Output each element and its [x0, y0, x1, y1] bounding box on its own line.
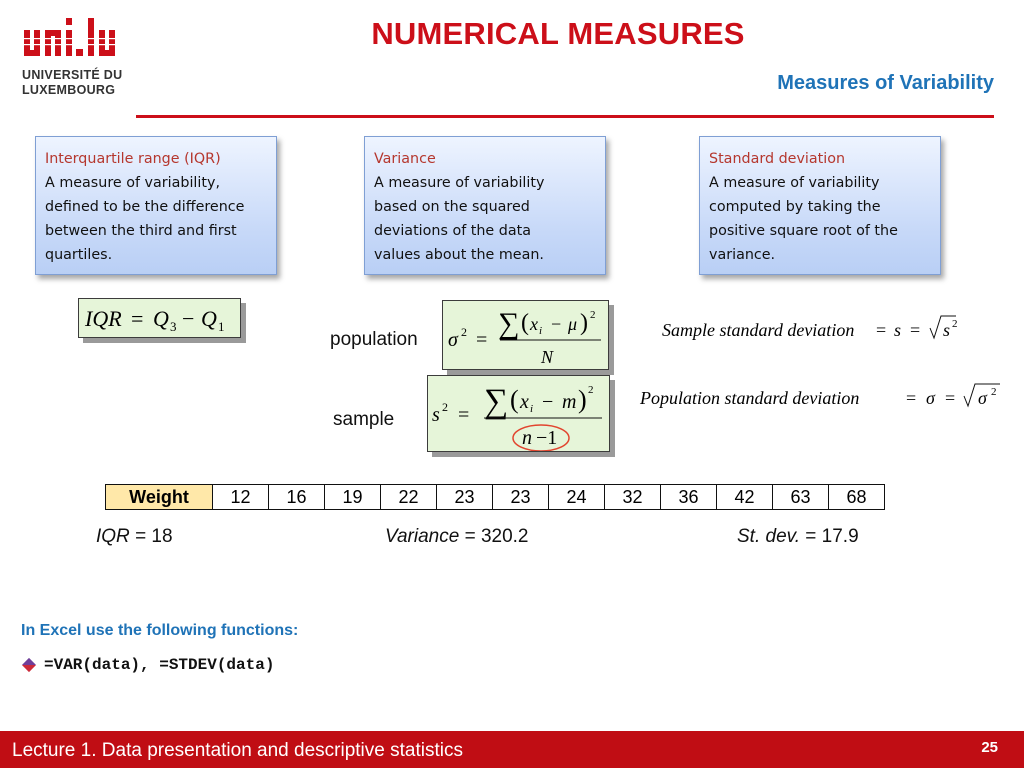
svg-text:=: =	[476, 329, 488, 351]
st-dev-result	[737, 526, 859, 548]
svg-text:3: 3	[170, 319, 177, 334]
table-cell: 32	[605, 485, 661, 510]
iqr-result-label: IQR	[96, 526, 130, 547]
svg-text:s: s	[894, 320, 902, 340]
population-variance-formula	[443, 301, 607, 369]
svg-text:=: =	[876, 320, 887, 340]
svg-text:∑: ∑	[498, 307, 520, 340]
svg-text:s: s	[432, 404, 440, 426]
st-dev-result-value: = 17.9	[805, 526, 859, 547]
svg-text:=: =	[131, 306, 144, 331]
variance-result-label: Variance	[385, 526, 460, 547]
svg-text:σ: σ	[926, 388, 935, 408]
svg-text:2: 2	[952, 318, 958, 330]
svg-text:2: 2	[991, 386, 997, 398]
slide-subtitle: Measures of Variability	[777, 72, 994, 94]
definition-heading: Interquartile range (IQR)	[45, 151, 221, 167]
table-cell: 68	[829, 485, 885, 510]
svg-text:σ: σ	[978, 388, 987, 408]
footer-text: Lecture 1. Data presentation and descriptive statistics	[12, 740, 463, 761]
iqr-formula-box	[78, 298, 241, 338]
iqr-definition-box	[35, 136, 277, 275]
table-cell: 12	[213, 485, 269, 510]
svg-text:=: =	[458, 404, 470, 426]
svg-text:=: =	[945, 388, 956, 408]
population-sd-text: Population standard deviation	[640, 388, 860, 408]
svg-text:): )	[580, 310, 588, 336]
definition-heading: Standard deviation	[709, 151, 846, 167]
footer-bar	[0, 731, 1024, 768]
population-label: population	[330, 329, 418, 350]
slide-title: NUMERICAL MEASURES	[371, 16, 745, 51]
logo-line-1: UNIVERSITÉ DU	[22, 68, 123, 82]
definition-heading: Variance	[374, 151, 436, 167]
university-name	[22, 68, 132, 98]
svg-text:Q: Q	[153, 306, 169, 331]
svg-text:μ: μ	[568, 314, 578, 334]
definition-body: A measure of variability, defined to be the difference between the third and first quartiles.	[45, 175, 245, 263]
svg-text:i: i	[530, 403, 534, 415]
excel-heading: In Excel use the following functions:	[21, 622, 299, 639]
svg-text:x: x	[520, 391, 529, 413]
excel-functions-text: =VAR(data), =STDEV(data)	[44, 656, 275, 674]
svg-text:∑: ∑	[484, 383, 509, 420]
svg-text:IQR: IQR	[85, 306, 122, 331]
svg-text:2: 2	[588, 384, 594, 396]
svg-text:2: 2	[590, 309, 596, 321]
svg-text:−: −	[542, 391, 554, 413]
title-divider	[136, 115, 994, 118]
population-variance-formula-box	[442, 300, 609, 370]
svg-text:m: m	[562, 391, 577, 413]
table-cell: 19	[325, 485, 381, 510]
variance-definition-box	[364, 136, 606, 275]
table-cell: 63	[773, 485, 829, 510]
sample-variance-formula-box	[427, 375, 610, 452]
table-cell: 23	[493, 485, 549, 510]
svg-text:−1: −1	[536, 427, 558, 449]
svg-text:n: n	[522, 427, 532, 449]
table-cell: 23	[437, 485, 493, 510]
table-cell: 16	[269, 485, 325, 510]
svg-text:=: =	[906, 388, 917, 408]
variance-result	[385, 526, 529, 548]
svg-text:s: s	[943, 320, 951, 340]
svg-text:1: 1	[218, 319, 225, 334]
svg-text:(: (	[521, 310, 529, 336]
definition-body: A measure of variability computed by taking the positive square root of the variance.	[709, 175, 898, 263]
iqr-formula	[79, 299, 239, 337]
svg-text:2: 2	[461, 325, 467, 339]
standard-deviation-definition-box	[699, 136, 941, 275]
variance-result-value: = 320.2	[464, 526, 529, 547]
weight-data-table	[105, 484, 885, 510]
diamond-bullet-icon	[22, 658, 36, 672]
st-dev-result-label: St. dev.	[737, 526, 801, 547]
table-cell: 36	[661, 485, 717, 510]
logo-line-2: LUXEMBOURG	[22, 83, 116, 97]
svg-text:i: i	[539, 325, 543, 337]
table-cell: 24	[549, 485, 605, 510]
iqr-result	[96, 526, 173, 548]
definition-body: A measure of variability based on the squared deviations of the data values about the mean.	[374, 175, 545, 263]
svg-text:=: =	[910, 320, 921, 340]
svg-text:2: 2	[442, 400, 448, 414]
iqr-result-value: = 18	[135, 526, 173, 547]
uni-lu-logo-mark	[22, 14, 132, 64]
sample-variance-formula	[428, 376, 608, 451]
sample-label: sample	[333, 409, 395, 430]
table-row	[106, 485, 885, 510]
svg-text:N: N	[541, 347, 554, 367]
svg-text:x: x	[530, 314, 538, 334]
sample-sd-text: Sample standard deviation	[662, 320, 855, 340]
svg-text:σ: σ	[448, 329, 458, 351]
page-number: 25	[981, 739, 998, 756]
svg-text:−: −	[551, 314, 562, 334]
uni-lu-wordmark-icon	[22, 14, 130, 62]
svg-text:Q: Q	[201, 306, 217, 331]
table-header-cell: Weight	[106, 485, 213, 510]
table-cell: 42	[717, 485, 773, 510]
svg-text:−: −	[182, 306, 195, 331]
table-cell: 22	[381, 485, 437, 510]
svg-text:(: (	[510, 385, 519, 414]
university-logo	[22, 14, 132, 98]
population-sd-formula	[636, 376, 1016, 414]
svg-text:): )	[578, 385, 587, 414]
sample-sd-formula	[658, 308, 1008, 346]
excel-functions-item	[21, 656, 274, 674]
